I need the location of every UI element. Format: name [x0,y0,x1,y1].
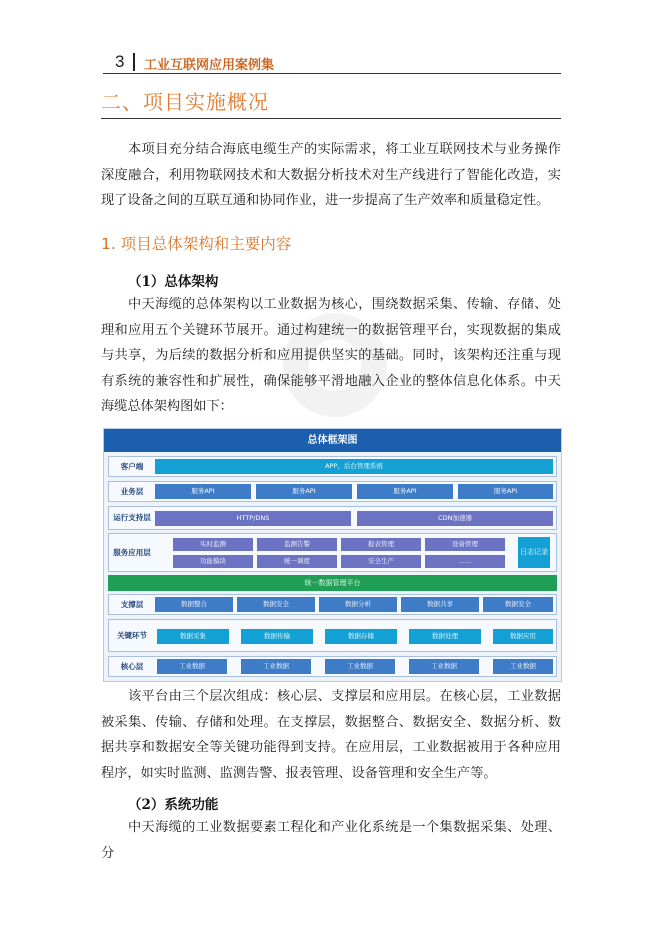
row-label: 支撑层 [120,599,144,609]
diagram-box: 设备管理 [425,538,505,551]
diagram-box: 工业数据 [325,659,395,674]
diagram-box: 实时监测 [173,538,253,551]
diagram-box: 数据传输 [241,629,313,644]
part1-heading: （1）总体架构 [128,274,219,290]
diagram-box: 服务API [458,484,553,499]
row-label: 核心层 [120,661,144,671]
diagram-box: 功能模块 [173,555,253,568]
diagram-box: 数据共享 [401,597,479,612]
diagram-box: 安全生产 [341,555,421,568]
data-platform-bar: 统一数据管理平台 [108,575,557,591]
diagram-box: 数据安全 [483,597,553,612]
part2-heading: （2）系统功能 [128,797,219,813]
section-title: 二、项目实施概况 [101,90,269,114]
diagram-box: 数据处理 [409,629,481,644]
diagram-box: 工业数据 [409,659,479,674]
part1-paragraph: 中天海缆的总体架构以工业数据为核心，围绕数据采集、传输、存储、处理和应用五个关键环节展开。通过构建统一的数据管理平台，实现数据的集成与共享，为后续的数据分析和应用提供坚实的基础。同时，该架构还注重与现有系统的兼容性和扩展性，确保能够平滑地融入企业的整体信息化体系。中天海缆总体架构图如下： [101,297,561,414]
diagram-row-support [108,594,557,615]
diagram-box: 服务API [357,484,453,499]
diagram-row-core [108,656,557,677]
diagram-row-runtime [108,506,557,530]
row-label: 关键环节 [117,630,147,640]
diagram-box: 监测告警 [257,538,337,551]
architecture-diagram [103,428,562,682]
diagram-box: HTTP/DNS [155,511,351,526]
diagram-title: 总体框架图 [104,429,561,452]
diagram-box: 数据应用 [493,629,553,644]
diagram-box: CDN加速器 [357,511,553,526]
header-rule [103,73,561,74]
diagram-box: 数据采集 [157,629,229,644]
section-rule [101,118,561,119]
diagram-box: 数据安全 [237,597,315,612]
diagram-box: 工业数据 [241,659,311,674]
diagram-row-business [108,481,557,502]
diagram-box: 数据整合 [155,597,233,612]
row-label: 运行支持层 [113,513,151,522]
diagram-box: 统一调度 [257,555,337,568]
diagram-box: ...... [425,555,505,568]
diagram-box: 报表管理 [341,538,421,551]
log-record-box: 日志记录 [518,537,550,568]
row-label: 客户端 [120,461,144,471]
diagram-box: 数据存储 [325,629,397,644]
running-header-title: 工业互联网应用案例集 [144,58,275,73]
diagram-row-key [108,619,557,652]
diagram-box: 数据分析 [319,597,397,612]
intro-paragraph: 本项目充分结合海底电缆生产的实际需求，将工业互联网技术与业务操作深度融合，利用物联网技术和大数据分析技术对生产线进行了智能化改造，实现了设备之间的互联互通和协同作业，进一步提高了生产效率和质量稳定性。 [101,142,561,208]
after-diagram-paragraph: 该平台由三个层次组成：核心层、支撑层和应用层。在核心层，工业数据被采集、传输、存储和处理。在支撑层，数据整合、数据安全、数据分析、数据共享和数据安全等关键功能得到支持。在应用层，工业数据被用于各种应用程序，如实时监测、监测告警、报表管理、设备管理和安全生产等。 [101,689,561,781]
diagram-box: 服务API [256,484,352,499]
diagram-row-service [108,533,557,572]
diagram-box: 工业数据 [493,659,553,674]
diagram-box: 工业数据 [157,659,227,674]
subsection-title: 1. 项目总体架构和主要内容 [101,235,292,253]
page-number: 3 [115,52,125,71]
diagram-box: APP、后台管理系统 [155,459,553,474]
header-divider [133,53,135,71]
row-label: 服务应用层 [113,547,151,557]
part2-paragraph: 中天海缆的工业数据要素工程化和产业化系统是一个集数据采集、处理、分 [101,820,561,861]
diagram-box: 服务API [155,484,251,499]
diagram-row-client [108,456,557,477]
row-label: 业务层 [120,486,144,496]
